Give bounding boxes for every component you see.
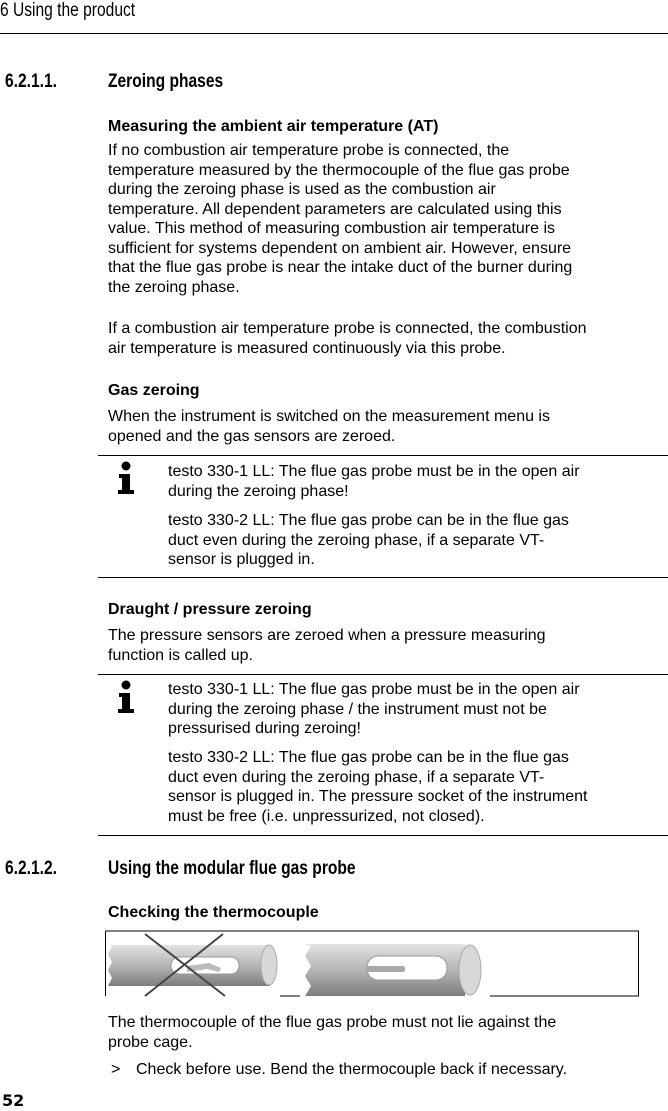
note-rule [98,577,668,578]
text-line: duct even during the zeroing phase, if a separate VT- [168,531,545,549]
text-line: that the flue gas probe is near the intake duct of the burner during [108,259,573,276]
note-text [168,680,580,739]
subheading-draught: Draught / pressure zeroing [108,601,312,618]
section-number: 6.2.1.1. [5,71,57,92]
page-number: 52 [2,1091,25,1110]
note-text [168,748,587,826]
text-line: must be free (i.e. unpressurized, not closed). [168,807,485,825]
text-line: during the zeroing phase / the instrument must not be [168,700,547,718]
chapter-header: 6 Using the product [0,0,136,21]
note-rule [98,455,668,456]
text-line: testo 330-2 LL: The flue gas probe can be in the flue gas [168,749,569,766]
note-text [168,462,580,501]
text-line: during the zeroing phase is used as the combustion air [108,181,496,198]
text-line: If no combustion air temperature probe is connected, the [108,142,510,159]
section-title: Using the modular flue gas probe [108,858,356,879]
text-line: probe cage. [108,1033,193,1051]
paragraph [108,141,572,297]
paragraph [108,319,586,358]
subheading-gas-zeroing: Gas zeroing [108,382,200,399]
text-line: The thermocouple of the flue gas probe must not lie against the [108,1014,557,1031]
text-line: value. This method of measuring combustion air temperature is [108,220,556,237]
paragraph [108,407,550,446]
info-icon [116,680,136,714]
text-line: duct even during the zeroing phase, if a separate VT- [168,768,545,786]
paragraph [108,626,546,665]
text-line: temperature. All dependent parameters are calculated using this [108,200,562,218]
subheading-ambient-temp: Measuring the ambient air temperature (AT) [108,118,439,135]
note-rule [98,835,668,836]
note-text [168,511,569,570]
text-line: testo 330-1 LL: The flue gas probe must be in the open air [168,681,580,698]
header-rule [0,33,668,34]
text-line: If a combustion air temperature probe is connected, the combustion [108,320,587,337]
text-line: pressurised during zeroing! [168,720,361,737]
text-line: sensor is plugged in. [168,551,315,568]
text-line: the zeroing phase. [108,278,240,296]
text-line: sensor is plugged in. The pressure socket of the instrument [168,788,588,805]
text-line: testo 330-2 LL: The flue gas probe can be in the flue gas [168,512,569,529]
thermocouple-illustration [105,930,639,998]
subheading-thermocouple: Checking the thermocouple [108,904,319,921]
text-line: temperature measured by the thermocouple of the flue gas probe [108,161,570,179]
text-line: testo 330-1 LL: The flue gas probe must be in the open air [168,463,580,480]
step-marker: > [111,1061,121,1078]
paragraph [108,1013,556,1052]
text-line: air temperature is measured continuously via this probe. [108,339,506,357]
info-icon [116,461,136,495]
text-line: When the instrument is switched on the measurement menu is [108,408,550,425]
text-line: during the zeroing phase! [168,482,349,500]
step-text: Check before use. Bend the thermocouple back if necessary. [136,1061,568,1078]
text-line: function is called up. [108,646,253,664]
text-line: opened and the gas sensors are zeroed. [108,427,396,445]
section-number: 6.2.1.2. [5,858,57,879]
note-rule [98,674,668,675]
section-title: Zeroing phases [108,71,224,92]
text-line: sufficient for systems dependent on ambient air. However, ensure [108,239,572,257]
text-line: The pressure sensors are zeroed when a pressure measuring [108,627,546,644]
